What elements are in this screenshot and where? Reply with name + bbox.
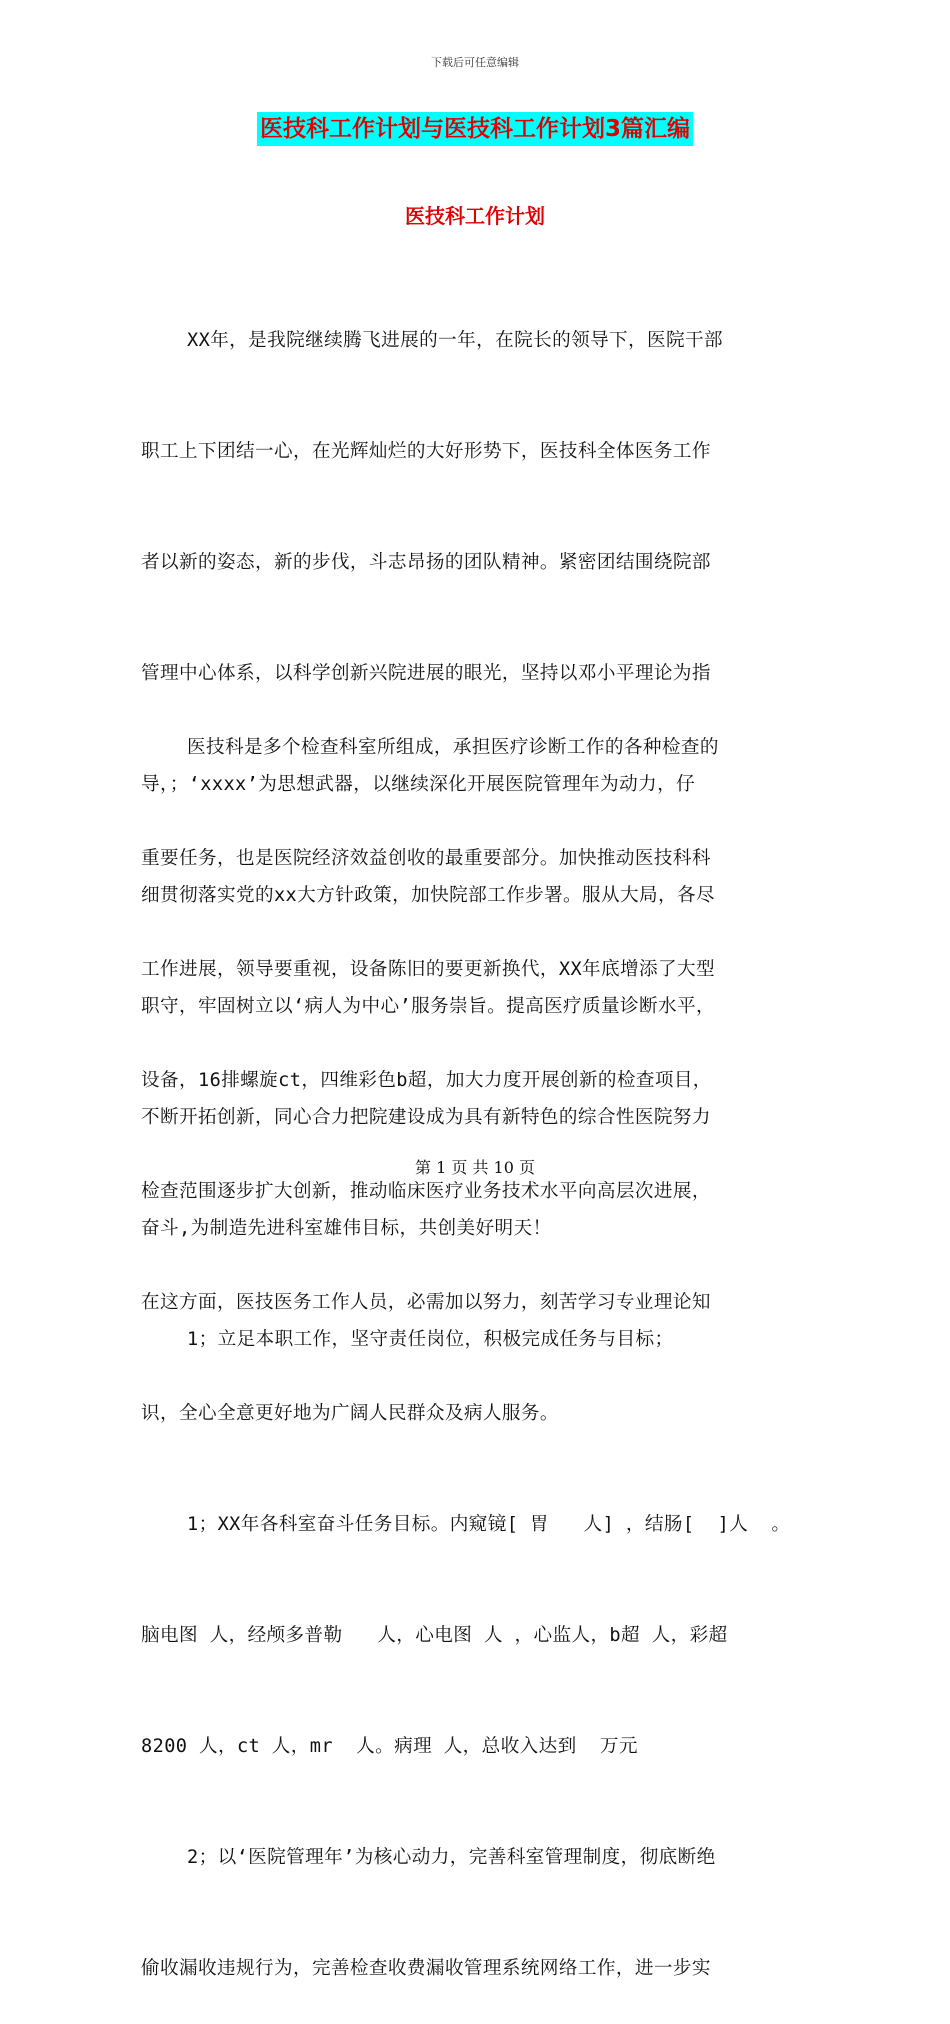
list-item-management-line: 偷收漏收违规行为，完善检查收费漏收管理系统网络工作，进一步实	[141, 1958, 711, 1979]
paragraph-2	[141, 655, 811, 2024]
page-footer: 第 1 页 共 10 页	[415, 1158, 535, 1177]
paragraph-line: 设备，16排螺旋ct，四维彩色b超，加大力度开展创新的检查项目，	[141, 1070, 712, 1091]
paragraph-line: 医技科是多个检查科室所组成，承担医疗诊断工作的各种检查的	[187, 737, 719, 758]
paragraph-line: XX年，是我院继续腾飞进展的一年，在院长的领导下，医院干部	[187, 330, 724, 351]
list-item-management: 2；以‘医院管理年’为核心动力，完善科室管理制度，彻底断绝	[187, 1847, 716, 1868]
list-item-targets: 1；XX年各科室奋斗任务目标。内窥镜[ 胃 人] ，结肠[ ]人 。	[187, 1514, 791, 1535]
paragraph-line: 细贯彻落实党的xx大方针政策，加快院部工作步署。服从大局，各尽	[141, 885, 716, 906]
list-item-1: 1；立足本职工作，坚守责任岗位，积极完成任务与目标；	[187, 1329, 674, 1350]
header-note: 下载后可任意编辑	[431, 56, 519, 69]
paragraph-line: 检查范围逐步扩大创新，推动临床医疗业务技术水平向高层次进展，	[141, 1181, 711, 1202]
document-title: 医技科工作计划与医技科工作计划3篇汇编	[257, 112, 693, 146]
paragraph-line: 导，；‘xxxx’为思想武器，以继续深化开展医院管理年为动力，仔	[141, 774, 696, 795]
paragraph-line: 工作进展，领导要重视，设备陈旧的要更新换代，XX年底增添了大型	[141, 959, 716, 980]
list-item-targets-line: 脑电图 人，经颅多普勒 人，心电图 人 ，心监人，b超 人，彩超	[141, 1625, 728, 1646]
paragraph-line: 奋斗,为制造先进科室雄伟目标，共创美好明天！	[141, 1218, 552, 1239]
paragraph-line: 职守，牢固树立以‘病人为中心’服务崇旨。提高医疗质量诊断水平，	[141, 996, 716, 1017]
paragraph-line: 管理中心体系，以科学创新兴院进展的眼光，坚持以邓小平理论为指	[141, 663, 711, 684]
paragraph-line: 不断开拓创新，同心合力把院建设成为具有新特色的综合性医院努力	[141, 1107, 711, 1128]
list-item-targets-line: 8200 人，ct 人，mr 人。病理 人，总收入达到 万元	[141, 1736, 638, 1757]
paragraph-line: 在这方面，医技医务工作人员，必需加以努力，刻苦学习专业理论知	[141, 1292, 711, 1313]
paragraph-line: 重要任务，也是医院经济效益创收的最重要部分。加快推动医技科科	[141, 848, 711, 869]
doc-title-wrapper	[0, 112, 950, 146]
section-title: 医技科工作计划	[405, 204, 545, 228]
paragraph-line: 识，全心全意更好地为广阔人民群众及病人服务。	[141, 1403, 559, 1424]
paragraph-line: 职工上下团结一心，在光辉灿烂的大好形势下，医技科全体医务工作	[141, 441, 711, 462]
paragraph-line: 者以新的姿态，新的步伐，斗志昂扬的团队精神。紧密团结围绕院部	[141, 552, 711, 573]
